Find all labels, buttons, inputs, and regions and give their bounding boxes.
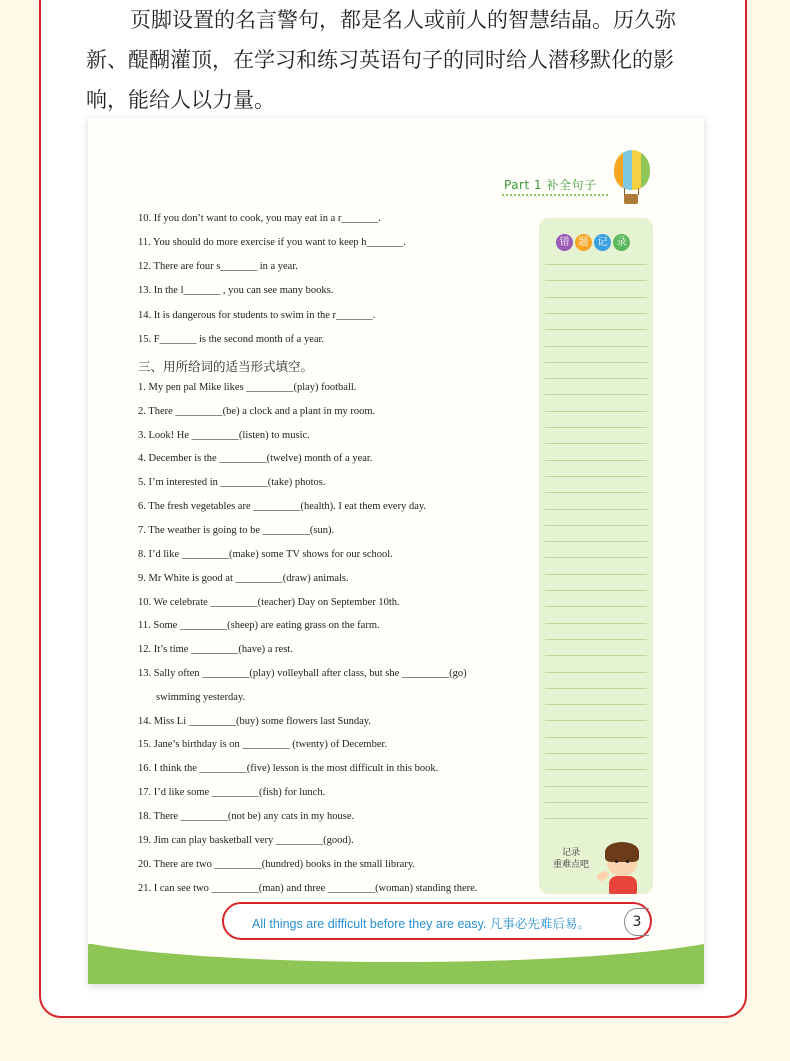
error-notes-panel bbox=[539, 218, 653, 894]
exercise-line: 1. My pen pal Mike likes _________(play) football. bbox=[138, 382, 357, 393]
header-char: 录 bbox=[613, 234, 630, 251]
exercise-line: 13. Sally often _________(play) volleyball after class, but she _________(go) bbox=[138, 668, 467, 679]
note-rule-line bbox=[545, 590, 647, 591]
exercise-line: 10. We celebrate _________(teacher) Day on September 10th. bbox=[138, 597, 400, 608]
exercise-line: 20. There are two _________(hundred) books in the small library. bbox=[138, 859, 416, 870]
note-rule-line bbox=[545, 443, 647, 444]
exercise-line: 19. Jim can play basketball very _________(good). bbox=[138, 835, 354, 846]
note-rule-line bbox=[545, 574, 647, 575]
note-rule-line bbox=[545, 818, 647, 819]
intro-line-3: 响，能给人以力量。 bbox=[86, 88, 275, 112]
note-rule-line bbox=[545, 525, 647, 526]
note-rule-line bbox=[545, 476, 647, 477]
note-rule-line bbox=[545, 313, 647, 314]
exercise-line: 10. If you don’t want to cook, you may eat in a r_______. bbox=[138, 213, 381, 224]
footer-quote: All things are difficult before they are easy. 凡事必先难后易。 bbox=[252, 917, 590, 931]
exercise-line: 4. December is the _________(twelve) month of a year. bbox=[138, 453, 373, 464]
exercise-line: 6. The fresh vegetables are _________(health). I eat them every day. bbox=[138, 501, 427, 512]
note-rule-line bbox=[545, 329, 647, 330]
exercise-line: 11. Some _________(sheep) are eating grass on the farm. bbox=[138, 620, 380, 631]
note-rule-line bbox=[545, 655, 647, 656]
workbook-page bbox=[88, 118, 704, 984]
exercise-line: 21. I can see two _________(man) and three _________(woman) standing there. bbox=[138, 883, 478, 894]
note-rule-line bbox=[545, 541, 647, 542]
note-rule-line bbox=[545, 606, 647, 607]
note-rule-line bbox=[545, 737, 647, 738]
exercise-line: 13. In the l_______ , you can see many books. bbox=[138, 285, 334, 296]
page-number: 3 bbox=[624, 908, 649, 936]
exercise-line: 9. Mr White is good at _________(draw) animals. bbox=[138, 573, 349, 584]
exercise-line: 17. I’d like some _________(fish) for lunch. bbox=[138, 787, 326, 798]
note-rule-line bbox=[545, 557, 647, 558]
note-rule-line bbox=[545, 753, 647, 754]
exercise-line: 3. Look! He _________(listen) to music. bbox=[138, 430, 310, 441]
footer-quote-banner bbox=[222, 902, 652, 940]
note-rule-line bbox=[545, 704, 647, 705]
exercise-line: 18. There _________(not be) any cats in my house. bbox=[138, 811, 355, 822]
note-rule-line bbox=[545, 378, 647, 379]
note-rule-line bbox=[545, 460, 647, 461]
note-rule-line bbox=[545, 394, 647, 395]
section-heading: 三、用所给词的适当形式填空。 bbox=[138, 359, 314, 374]
hot-air-balloon-icon bbox=[612, 150, 652, 206]
exercise-line: 2. There _________(be) a clock and a plant in my room. bbox=[138, 406, 376, 417]
note-rule-line bbox=[545, 786, 647, 787]
exercise-line: swimming yesterday. bbox=[156, 692, 246, 703]
note-rule-line bbox=[545, 427, 647, 428]
note-rule-line bbox=[545, 362, 647, 363]
note-label-line-2: 重难点吧 bbox=[552, 860, 589, 870]
part-title-underline bbox=[502, 194, 608, 196]
exercise-line: 14. It is dangerous for students to swim in the r_______. bbox=[138, 310, 376, 321]
exercise-line: 16. I think the _________(five) lesson is the most difficult in this book. bbox=[138, 763, 439, 774]
header-char: 错 bbox=[556, 234, 573, 251]
note-label bbox=[549, 847, 593, 871]
header-char: 题 bbox=[575, 234, 592, 251]
exercise-line: 12. It’s time _________(have) a rest. bbox=[138, 644, 293, 655]
boy-mascot-icon bbox=[597, 842, 647, 896]
exercise-line: 5. I’m interested in _________(take) photos. bbox=[138, 477, 326, 488]
note-rule-line bbox=[545, 297, 647, 298]
exercise-line: 11. You should do more exercise if you want to keep h_______. bbox=[138, 237, 406, 248]
note-rule-line bbox=[545, 492, 647, 493]
intro-paragraph bbox=[86, 0, 716, 120]
exercise-line: 15. Jane’s birthday is on _________ (twenty) of December. bbox=[138, 739, 388, 750]
note-rule-line bbox=[545, 264, 647, 265]
part-title: Part 1 补全句子 bbox=[504, 178, 597, 192]
exercise-line: 8. I’d like _________(make) some TV shows for our school. bbox=[138, 549, 393, 560]
intro-line-1: 页脚设置的名言警句，都是名人或前人的智慧结晶。历久弥 bbox=[130, 8, 676, 32]
note-rule-line bbox=[545, 280, 647, 281]
note-rule-line bbox=[545, 639, 647, 640]
note-rule-line bbox=[545, 802, 647, 803]
note-rule-line bbox=[545, 411, 647, 412]
note-rule-line bbox=[545, 346, 647, 347]
exercise-line: 15. F_______ is the second month of a year. bbox=[138, 334, 325, 345]
note-rule-line bbox=[545, 688, 647, 689]
note-label-line-1: 记录 bbox=[561, 848, 580, 858]
note-rule-line bbox=[545, 509, 647, 510]
exercise-line: 7. The weather is going to be _________(sun). bbox=[138, 525, 335, 536]
note-rule-line bbox=[545, 769, 647, 770]
intro-line-2: 新、醍醐灌顶，在学习和练习英语句子的同时给人潜移默化的影 bbox=[86, 48, 674, 72]
header-char: 记 bbox=[594, 234, 611, 251]
exercise-line: 14. Miss Li _________(buy) some flowers last Sunday. bbox=[138, 716, 371, 727]
exercise-line: 12. There are four s_______ in a year. bbox=[138, 261, 298, 272]
error-notes-header bbox=[556, 234, 630, 251]
note-rule-line bbox=[545, 720, 647, 721]
note-rule-line bbox=[545, 672, 647, 673]
note-rule-line bbox=[545, 623, 647, 624]
